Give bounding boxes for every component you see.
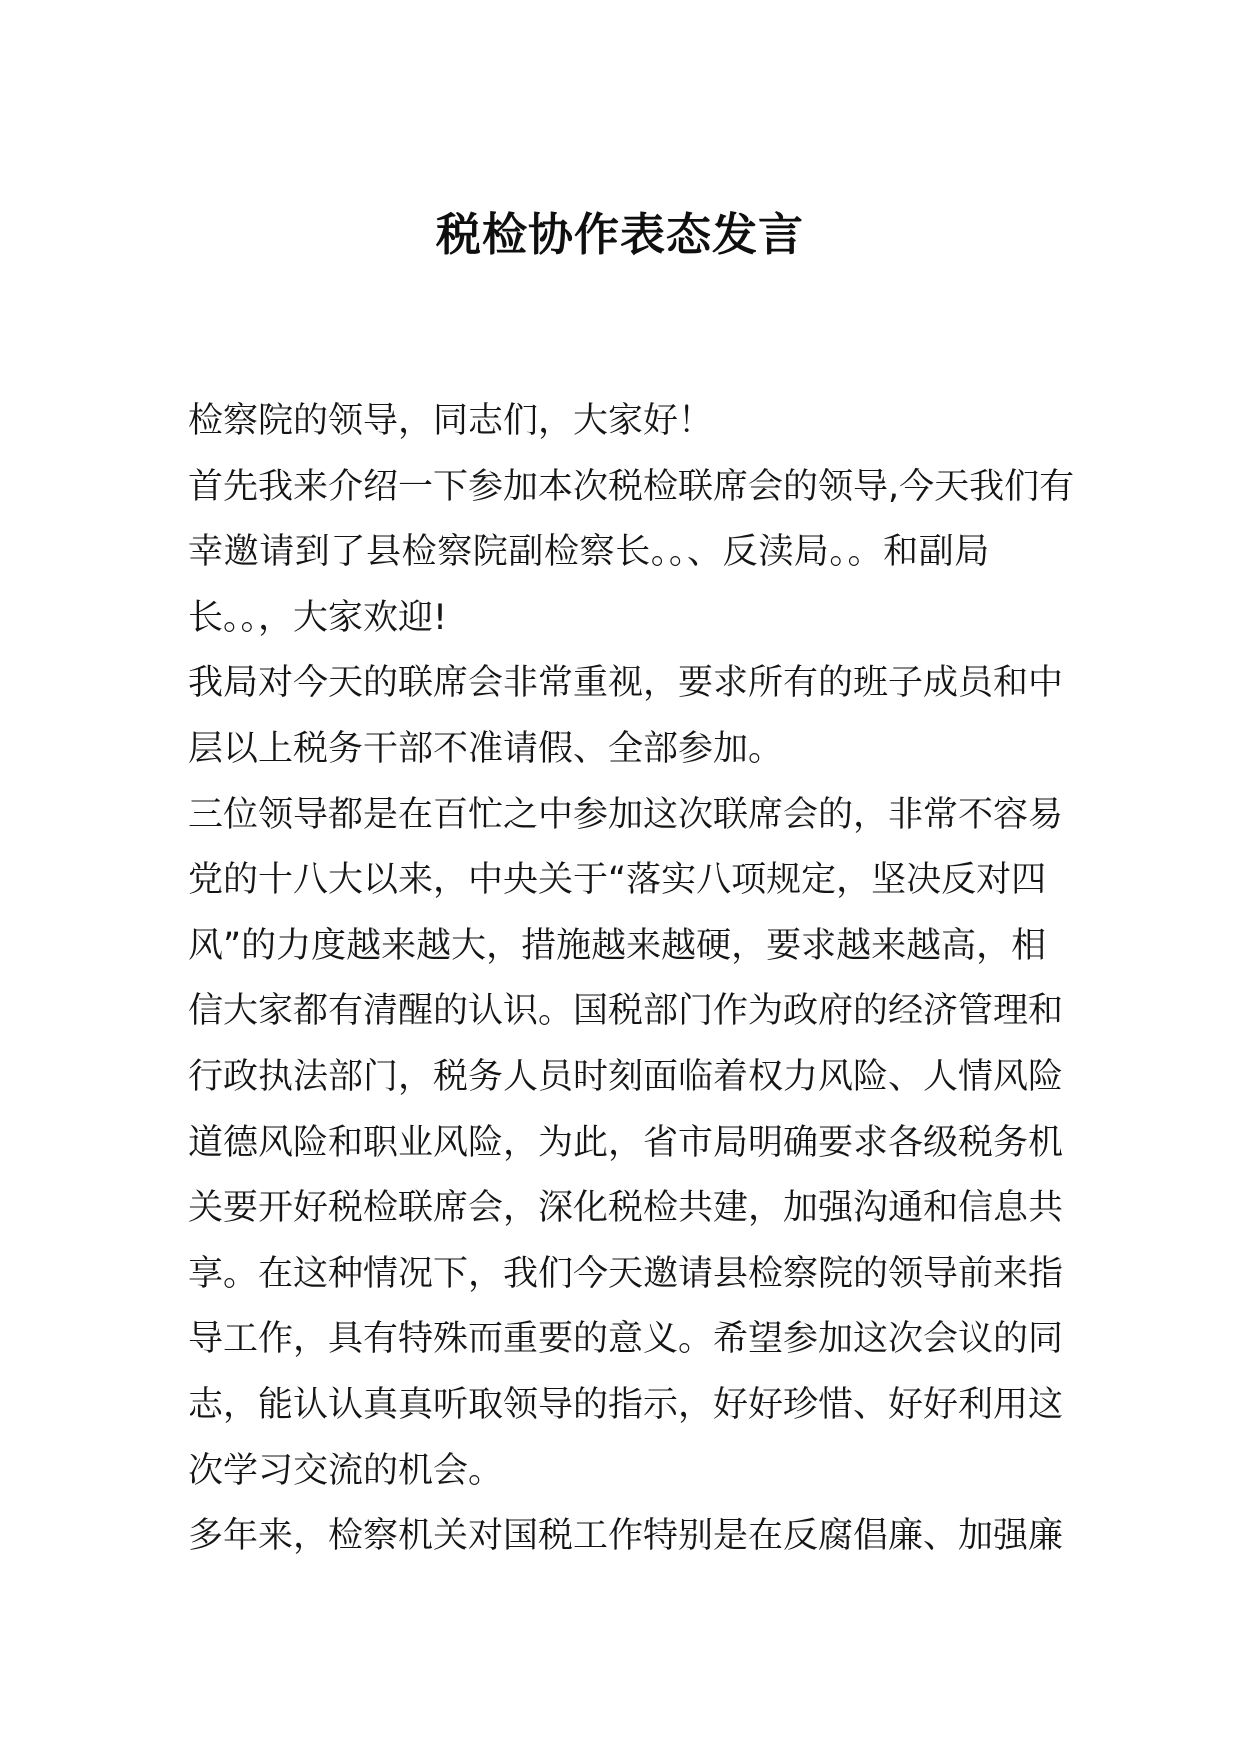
text-line: 信大家都有清醒的认识。国税部门作为政府的经济管理和 xyxy=(188,991,1064,1032)
text-line: 风”的力度越来越大，措施越来越硬，要求越来越高，相 xyxy=(188,925,1047,966)
text-line: 多年来，检察机关对国税工作特别是在反腐倡廉、加强廉 xyxy=(188,1516,1064,1557)
text-line: 检察院的领导，同志们，大家好！ xyxy=(188,401,714,441)
text-line: 幸邀请到了县检察院副检察长。。、反渎局。。和副局 xyxy=(188,532,990,573)
text-line: 道德风险和职业风险，为此，省市局明确要求各级税务机 xyxy=(188,1122,1064,1163)
text-line: 行政执法部门，税务人员时刻面临着权力风险、人情风险 xyxy=(188,1056,1064,1097)
text-line: 首先我来介绍一下参加本次税检联席会的领导,今天我们有 xyxy=(188,466,1075,507)
text-line: 三位领导都是在百忙之中参加这次联席会的，非常不容易 xyxy=(188,794,1064,835)
text-line: 关要开好税检联席会，深化税检共建，加强沟通和信息共 xyxy=(188,1188,1064,1229)
text-line: 我局对今天的联席会非常重视，要求所有的班子成员和中 xyxy=(188,663,1064,704)
text-line: 志，能认认真真听取领导的指示，好好珍惜、好好利用这 xyxy=(188,1384,1064,1425)
text-line: 层以上税务干部不准请假、全部参加。 xyxy=(188,728,784,769)
text-line: 导工作，具有特殊而重要的意义。希望参加这次会议的同 xyxy=(188,1319,1064,1360)
text-line: 长。。，大家欢迎! xyxy=(188,597,448,638)
text-line: 党的十八大以来，中央关于“落实八项规定，坚决反对四 xyxy=(188,860,1047,901)
document-body xyxy=(188,389,1075,1570)
document-title: 税检协作表态发言 xyxy=(435,208,804,261)
text-line: 次学习交流的机会。 xyxy=(188,1450,504,1491)
text-line: 享。在这种情况下，我们今天邀请县检察院的领导前来指 xyxy=(188,1253,1064,1294)
